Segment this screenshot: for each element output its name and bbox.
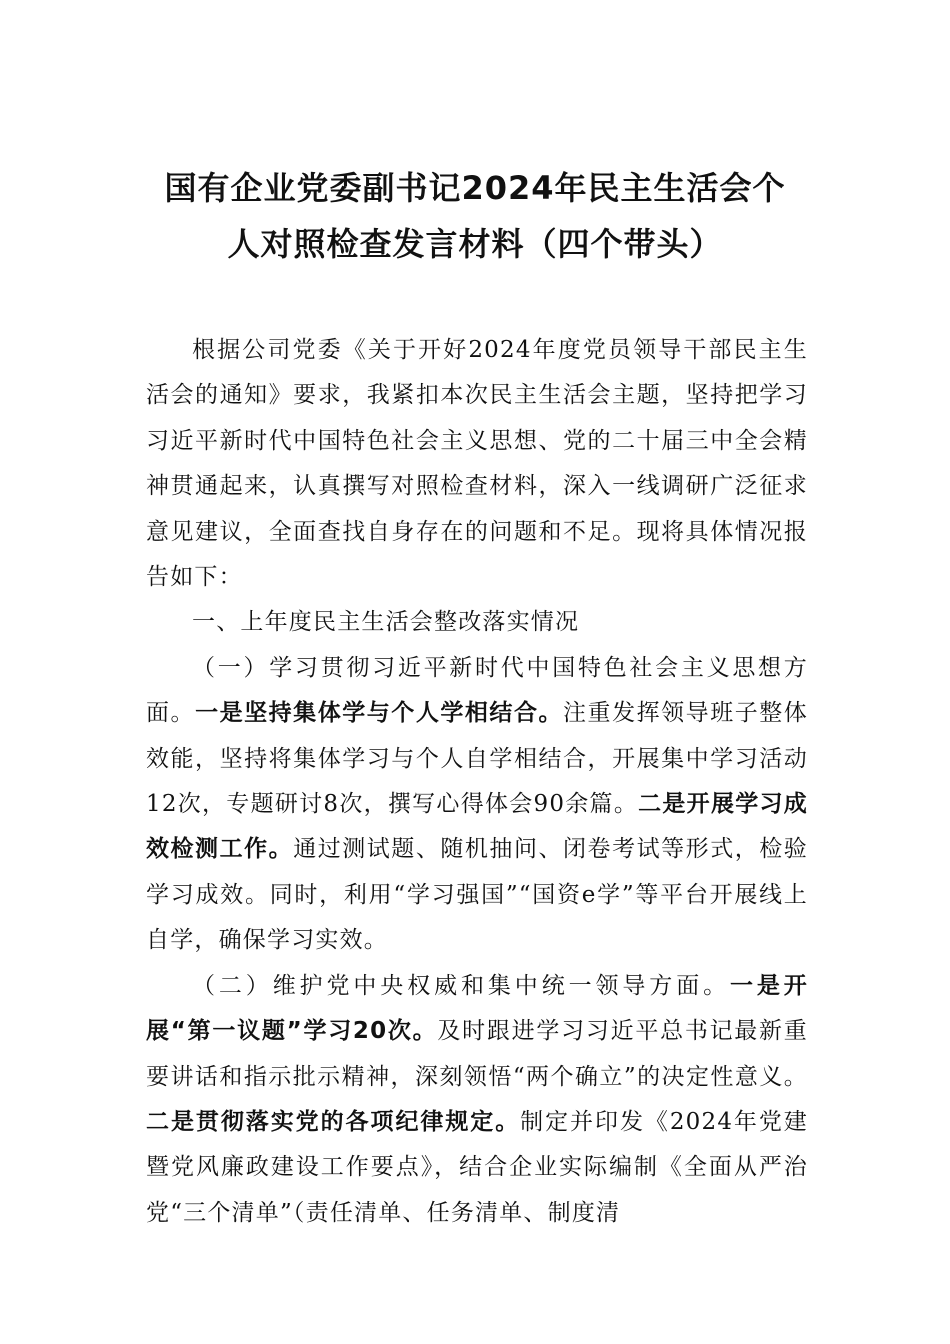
subsection-2-paragraph [146, 964, 808, 1236]
subsection-1-lead: （一）学习贯彻习近平新时代中国特色社会主义思想方面。 [146, 654, 808, 727]
subsection-2-lead: （二）维护党中央权威和集中统一领导方面。 [192, 972, 730, 999]
document-body [146, 328, 808, 1236]
intro-paragraph: 根据公司党委《关于开好2024年度党员领导干部民主生活会的通知》要求，我紧扣本次民主生活会主题，坚持把学习习近平新时代中国特色社会主义思想、党的二十届三中全会精神贯通起来，认真撰写对照检查材料，深入一线调研广泛征求意见建议，全面查找自身存在的问题和不足。现将具体情况报告如下： [146, 337, 808, 591]
title-line-1: 国有企业党委副书记2024年民主生活会个 [164, 169, 786, 207]
subsection-2-point-2-text: 制定并印发《2024年党建暨党风廉政建设工作要点》，结合企业实际编制《全面从严治党“三个清单”（责任清单、任务清单、制度清 [146, 1108, 809, 1226]
subsection-1-paragraph [146, 646, 808, 964]
subsection-2-point-1-heading: 一是开展“第一议题”学习20次。 [146, 972, 808, 1045]
title-line-2: 人对照检查发言材料（四个带头） [227, 225, 723, 263]
subsection-1-point-1-heading: 一是坚持集体学与个人学相结合。 [195, 700, 564, 727]
subsection-1-point-1-text: 注重发挥领导班子整体效能，坚持将集体学习与个人自学相结合，开展集中学习活动12次，专题研讨8次，撰写心得体会90余篇。 [146, 700, 809, 818]
document-title [140, 160, 810, 272]
subsection-2-point-2-heading: 二是贯彻落实党的各项纪律规定。 [146, 1108, 521, 1135]
section-heading: 一、上年度民主生活会整改落实情况 [192, 609, 580, 636]
subsection-2-point-1-text: 及时跟进学习习近平总书记最新重要讲话和指示批示精神，深刻领悟“两个确立”的决定性意义。 [146, 1018, 808, 1090]
subsection-1-point-2-heading: 二是开展学习成效检测工作。 [146, 791, 808, 863]
subsection-1-point-2-text: 通过测试题、随机抽问、闭卷考试等形式，检验学习成效。同时，利用“学习强国”“国资e学”等平台开展线上自学，确保学习实效。 [146, 836, 808, 954]
